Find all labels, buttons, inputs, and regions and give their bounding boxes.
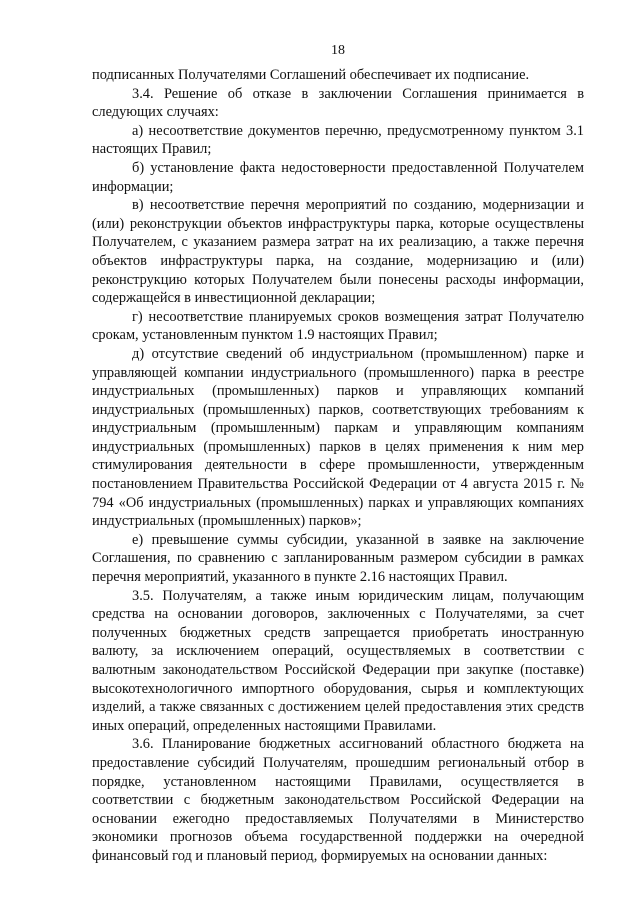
page-number: 18 [331, 43, 345, 58]
paragraph: 3.4. Решение об отказе в заключении Соглашения принимается в следующих случаях: [92, 85, 584, 121]
paragraph: в) несоответствие перечня мероприятий по созданию, модернизации и (или) реконструкции объектов инфраструктуры парка, которые осуществлены Получателем, с указанием размера затрат на их реализацию, а также перечня объектов инфраструктуры парка, на создание, модернизацию и (или) реконструкцию которых Получателем были понесены расходы информации, содержащейся в инвестиционной декларации; [92, 197, 584, 307]
document-body [92, 66, 584, 866]
paragraph: подписанных Получателями Соглашений обеспечивает их подписание. [92, 67, 530, 83]
paragraph: 3.5. Получателям, а также иным юридическим лицам, получающим средства на основании договоров, заключенных с Получателями, за счет полученных бюджетных средств запрещается приобретать иностранную валюту, за исключением операций, осуществляемых в соответствии с валютным законодательством Российской Федерации при закупке (поставке) высокотехнологичного импортного оборудования, сырья и комплектующих изделий, а также связанных с достижением целей предоставления этих средств иных операций, определенных настоящими Правилами. [92, 587, 584, 734]
paragraph: 3.6. Планирование бюджетных ассигнований областного бюджета на предоставление субсидий Получателям, прошедшим региональный отбор в порядке, установленном настоящими Правилами, осуществляется в соответствии с бюджетным законодательством Российской Федерации на основании ежегодно предоставляемых Получателями в Министерство экономики прогнозов объема государственной поддержки на очередной финансовый год и плановый период, формируемых на основании данных: [92, 736, 584, 864]
paragraph: а) несоответствие документов перечню, предусмотренному пунктом 3.1 настоящих Правил; [92, 122, 584, 158]
paragraph: е) превышение суммы субсидии, указанной в заявке на заключение Соглашения, по сравнению с запланированным размером субсидии в рамках перечня мероприятий, указанного в пункте 2.16 настоящих Правил. [92, 531, 584, 586]
paragraph: д) отсутствие сведений об индустриальном (промышленном) парке и управляющей компании индустриального (промышленного) парка в реестре индустриальных (промышленных) парков и управляющих компаний индустриальных (промышленных) парков, соответствующих требованиям к индустриальным (промышленным) паркам и управляющим компаниям индустриальных (промышленных) парков в целях применения к ним мер стимулирования деятельности в сфере промышленности, утвержденным постановлением Правительства Российской Федерации от 4 августа 2015 г. № 794 «Об индустриальных (промышленных) парках и управляющих компаниях индустриальных (промышленных) парков»; [92, 345, 584, 530]
paragraph: б) установление факта недостоверности предоставленной Получателем информации; [92, 159, 584, 195]
paragraph: г) несоответствие планируемых сроков возмещения затрат Получателю срокам, установленным пунктом 1.9 настоящих Правил; [92, 308, 584, 344]
